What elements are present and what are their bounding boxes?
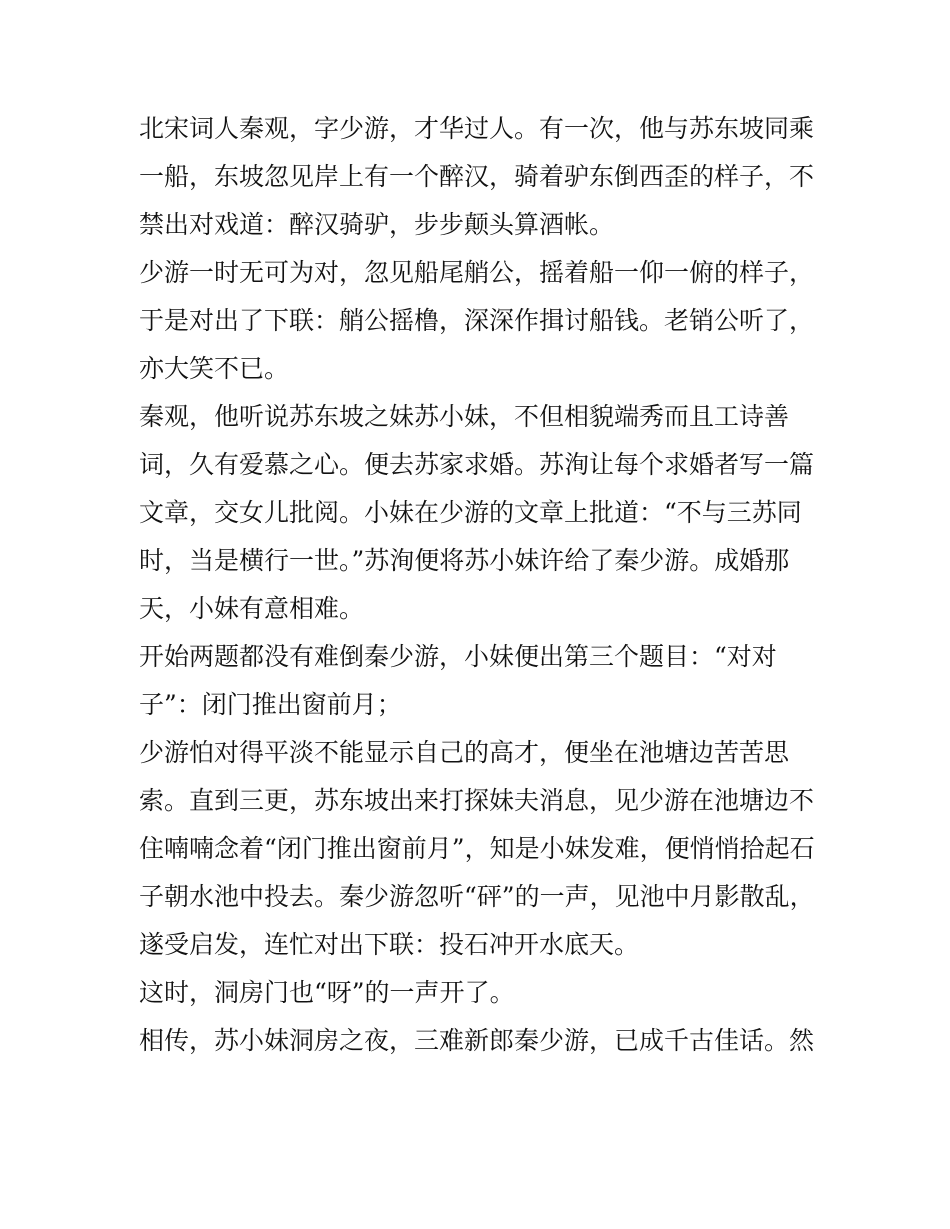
text-line: 文章，交女儿批阅。小妹在少游的文章上批道：“不与三苏同 bbox=[139, 498, 802, 527]
text-line: 词，久有爱慕之心。便去苏家求婚。苏洵让每个求婚者写一篇 bbox=[139, 450, 815, 479]
text-line: 遂受启发，连忙对出下联：投石冲开水底天。 bbox=[139, 930, 640, 959]
text-line: 时，当是横行一世。”苏洵便将苏小妹许给了秦少游。成婚那 bbox=[139, 546, 790, 575]
text-line: 一船，东坡忽见岸上有一个醉汉，骑着驴东倒西歪的样子，不 bbox=[139, 162, 815, 191]
text-line: 少游怕对得平淡不能显示自己的高才，便坐在池塘边苦苦思 bbox=[139, 738, 790, 767]
text-line: 相传，苏小妹洞房之夜，三难新郎秦少游，已成千古佳话。然 bbox=[139, 1026, 815, 1055]
text-line: 于是对出了下联：艄公摇橹，深深作揖讨船钱。老销公听了， bbox=[139, 306, 815, 335]
text-line: 开始两题都没有难倒秦少游，小妹便出第三个题目：“对对 bbox=[139, 642, 777, 671]
document-body bbox=[139, 105, 819, 1065]
text-line: 禁出对戏道：醉汉骑驴，步步颠头算酒帐。 bbox=[139, 210, 615, 239]
text-line: 北宋词人秦观，字少游，才华过人。有一次，他与苏东坡同乘 bbox=[139, 114, 815, 143]
text-line: 这时，洞房门也“呀”的一声开了。 bbox=[139, 978, 515, 1007]
text-line: 亦大笑不已。 bbox=[139, 354, 290, 383]
text-line: 子朝水池中投去。秦少游忽听“砰”的一声，见池中月影散乱， bbox=[139, 882, 815, 911]
text-line: 子”：闭门推出窗前月； bbox=[139, 690, 402, 719]
text-line: 索。直到三更，苏东坡出来打探妹夫消息，见少游在池塘边不 bbox=[139, 786, 815, 815]
text-line: 少游一时无可为对，忽见船尾艄公，摇着船一仰一俯的样子， bbox=[139, 258, 815, 287]
text-line: 秦观，他听说苏东坡之妹苏小妹，不但相貌端秀而且工诗善 bbox=[139, 402, 790, 431]
text-line: 住喃喃念着“闭门推出窗前月”，知是小妹发难，便悄悄拾起石 bbox=[139, 834, 815, 863]
text-line: 天，小妹有意相难。 bbox=[139, 594, 365, 623]
